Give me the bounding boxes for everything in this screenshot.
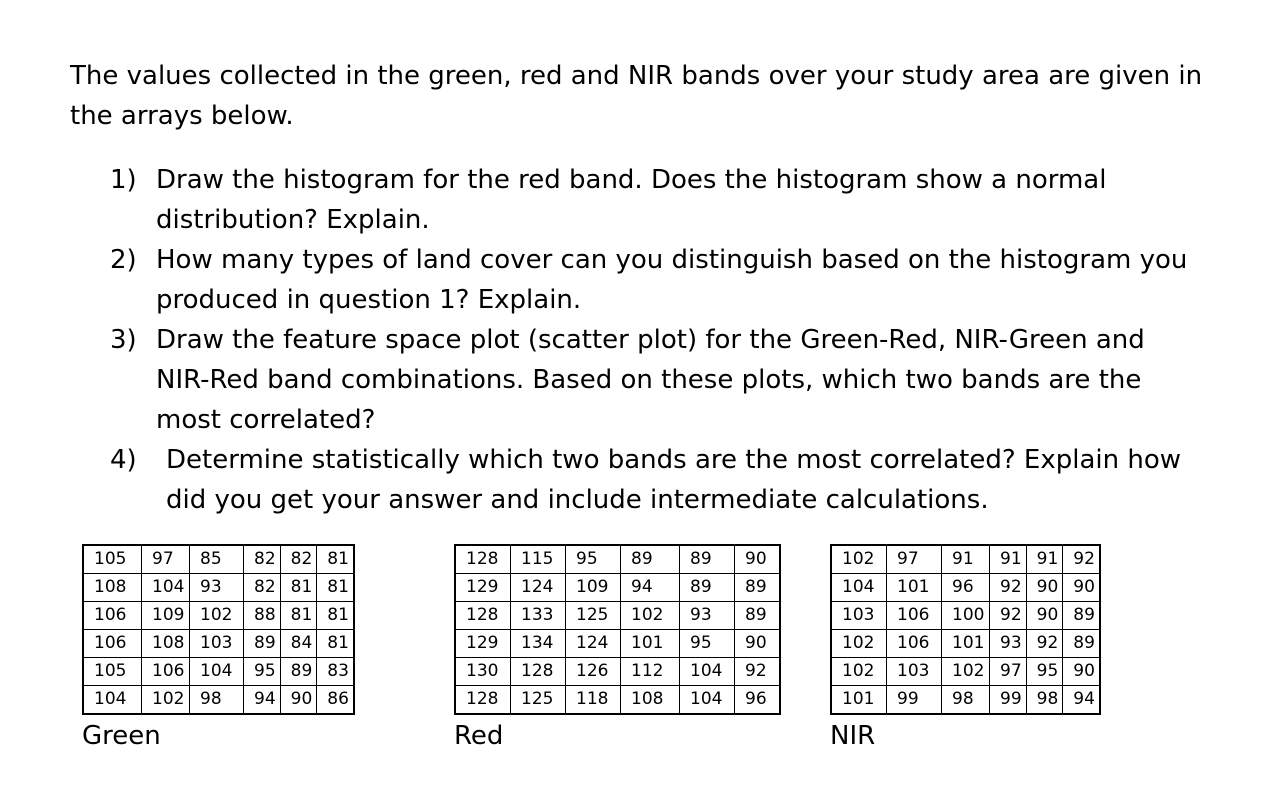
- table-cell: 101: [831, 686, 887, 715]
- table-cell: 93: [190, 574, 244, 602]
- table-cell: 102: [831, 630, 887, 658]
- table-row: [83, 686, 354, 715]
- table-cell: 104: [83, 686, 142, 715]
- question-2: [110, 240, 1200, 320]
- table-cell: 89: [735, 574, 781, 602]
- table-cell: 89: [680, 545, 735, 574]
- table-cell: 92: [735, 658, 781, 686]
- table-cell: 85: [190, 545, 244, 574]
- table-cell: 90: [735, 545, 781, 574]
- table-cell: 96: [735, 686, 781, 715]
- table-cell: 93: [680, 602, 735, 630]
- question-number: 4): [110, 445, 137, 475]
- table-cell: 98: [942, 686, 990, 715]
- table-cell: 106: [83, 602, 142, 630]
- green-band-array: [82, 544, 355, 753]
- table-cell: 95: [244, 658, 281, 686]
- table-cell: 109: [566, 574, 621, 602]
- red-band-array: [454, 544, 781, 753]
- table-cell: 109: [142, 602, 190, 630]
- table-cell: 92: [990, 602, 1027, 630]
- table-cell: 94: [1063, 686, 1100, 715]
- table-cell: 92: [1063, 545, 1100, 574]
- green-band-body: [83, 545, 354, 714]
- table-cell: 133: [511, 602, 566, 630]
- table-cell: 89: [244, 630, 281, 658]
- table-cell: 93: [990, 630, 1027, 658]
- table-cell: 81: [317, 574, 354, 602]
- question-number: 2): [110, 245, 137, 275]
- nir-band-label: NIR: [830, 721, 876, 751]
- table-cell: 81: [317, 630, 354, 658]
- table-cell: 106: [142, 658, 190, 686]
- nir-band-body: [831, 545, 1100, 714]
- table-row: [455, 545, 780, 574]
- table-cell: 98: [190, 686, 244, 715]
- red-band-body: [455, 545, 780, 714]
- table-cell: 101: [621, 630, 680, 658]
- table-cell: 106: [887, 630, 942, 658]
- table-cell: 97: [142, 545, 190, 574]
- table-cell: 97: [990, 658, 1027, 686]
- table-cell: 115: [511, 545, 566, 574]
- table-cell: 95: [566, 545, 621, 574]
- table-cell: 106: [83, 630, 142, 658]
- table-cell: 102: [831, 658, 887, 686]
- question-number: 1): [110, 165, 137, 195]
- table-cell: 128: [455, 545, 511, 574]
- table-cell: 104: [680, 686, 735, 715]
- table-cell: 134: [511, 630, 566, 658]
- table-cell: 81: [280, 574, 317, 602]
- table-cell: 91: [942, 545, 990, 574]
- table-cell: 82: [244, 545, 281, 574]
- table-cell: 90: [735, 630, 781, 658]
- table-cell: 95: [680, 630, 735, 658]
- question-number: 3): [110, 325, 137, 355]
- table-row: [831, 686, 1100, 715]
- table-cell: 103: [887, 658, 942, 686]
- table-cell: 100: [942, 602, 990, 630]
- table-cell: 82: [280, 545, 317, 574]
- table-cell: 106: [887, 602, 942, 630]
- table-cell: 89: [735, 602, 781, 630]
- red-band-table: [454, 544, 781, 715]
- table-row: [455, 574, 780, 602]
- table-cell: 128: [455, 686, 511, 715]
- table-cell: 103: [831, 602, 887, 630]
- table-cell: 130: [455, 658, 511, 686]
- table-cell: 91: [1026, 545, 1063, 574]
- table-cell: 103: [190, 630, 244, 658]
- table-cell: 91: [990, 545, 1027, 574]
- question-1: [110, 160, 1200, 240]
- table-cell: 108: [142, 630, 190, 658]
- table-cell: 89: [1063, 602, 1100, 630]
- table-cell: 82: [244, 574, 281, 602]
- question-text: Draw the histogram for the red band. Does the histogram show a normal distribution? Explain.: [156, 165, 1107, 235]
- nir-band-table: [830, 544, 1101, 715]
- table-cell: 98: [1026, 686, 1063, 715]
- table-cell: 102: [142, 686, 190, 715]
- table-cell: 90: [280, 686, 317, 715]
- table-cell: 125: [511, 686, 566, 715]
- table-cell: 88: [244, 602, 281, 630]
- table-cell: 90: [1063, 658, 1100, 686]
- green-band-label: Green: [82, 721, 161, 751]
- table-cell: 105: [83, 658, 142, 686]
- table-cell: 95: [1026, 658, 1063, 686]
- table-cell: 125: [566, 602, 621, 630]
- table-cell: 108: [621, 686, 680, 715]
- question-text: How many types of land cover can you distinguish based on the histogram you produced in question 1? Explain.: [156, 245, 1188, 315]
- table-row: [455, 630, 780, 658]
- table-row: [83, 658, 354, 686]
- table-cell: 86: [317, 686, 354, 715]
- table-cell: 92: [990, 574, 1027, 602]
- question-text: Draw the feature space plot (scatter plot) for the Green-Red, NIR-Green and NIR-Red band combinations. Based on these plots, which two bands are the most correlated?: [156, 325, 1145, 435]
- table-cell: 128: [511, 658, 566, 686]
- table-cell: 89: [280, 658, 317, 686]
- table-cell: 124: [511, 574, 566, 602]
- intro-text: The values collected in the green, red and NIR bands over your study area are given in the arrays below.: [70, 61, 1203, 131]
- table-cell: 83: [317, 658, 354, 686]
- table-cell: 102: [621, 602, 680, 630]
- question-4: [110, 440, 1200, 520]
- table-cell: 90: [1063, 574, 1100, 602]
- table-cell: 104: [142, 574, 190, 602]
- table-cell: 105: [83, 545, 142, 574]
- table-cell: 126: [566, 658, 621, 686]
- table-cell: 81: [317, 602, 354, 630]
- question-3: [110, 320, 1200, 440]
- green-band-table: [82, 544, 355, 715]
- table-cell: 112: [621, 658, 680, 686]
- red-band-label: Red: [454, 721, 504, 751]
- table-cell: 129: [455, 574, 511, 602]
- table-cell: 89: [621, 545, 680, 574]
- table-cell: 89: [680, 574, 735, 602]
- table-cell: 94: [244, 686, 281, 715]
- table-row: [831, 658, 1100, 686]
- table-cell: 101: [942, 630, 990, 658]
- table-row: [455, 602, 780, 630]
- table-cell: 90: [1026, 574, 1063, 602]
- table-cell: 81: [317, 545, 354, 574]
- table-cell: 92: [1026, 630, 1063, 658]
- table-row: [83, 545, 354, 574]
- table-row: [83, 574, 354, 602]
- table-row: [831, 602, 1100, 630]
- table-cell: 99: [990, 686, 1027, 715]
- table-cell: 104: [190, 658, 244, 686]
- table-row: [455, 658, 780, 686]
- table-cell: 96: [942, 574, 990, 602]
- table-cell: 101: [887, 574, 942, 602]
- table-cell: 81: [280, 602, 317, 630]
- table-row: [831, 545, 1100, 574]
- table-cell: 104: [680, 658, 735, 686]
- table-cell: 129: [455, 630, 511, 658]
- table-row: [831, 574, 1100, 602]
- table-cell: 84: [280, 630, 317, 658]
- nir-band-array: [830, 544, 1101, 753]
- table-cell: 97: [887, 545, 942, 574]
- table-row: [831, 630, 1100, 658]
- table-cell: 94: [621, 574, 680, 602]
- table-cell: 124: [566, 630, 621, 658]
- question-text: Determine statistically which two bands are the most correlated? Explain how did you get your answer and include intermediate calculations.: [166, 445, 1182, 515]
- table-cell: 102: [942, 658, 990, 686]
- table-cell: 104: [831, 574, 887, 602]
- table-cell: 128: [455, 602, 511, 630]
- question-list: [110, 160, 1200, 520]
- table-cell: 108: [83, 574, 142, 602]
- table-row: [83, 602, 354, 630]
- table-cell: 90: [1026, 602, 1063, 630]
- table-row: [455, 686, 780, 715]
- table-cell: 99: [887, 686, 942, 715]
- table-cell: 102: [190, 602, 244, 630]
- table-cell: 102: [831, 545, 887, 574]
- table-cell: 89: [1063, 630, 1100, 658]
- table-cell: 118: [566, 686, 621, 715]
- table-row: [83, 630, 354, 658]
